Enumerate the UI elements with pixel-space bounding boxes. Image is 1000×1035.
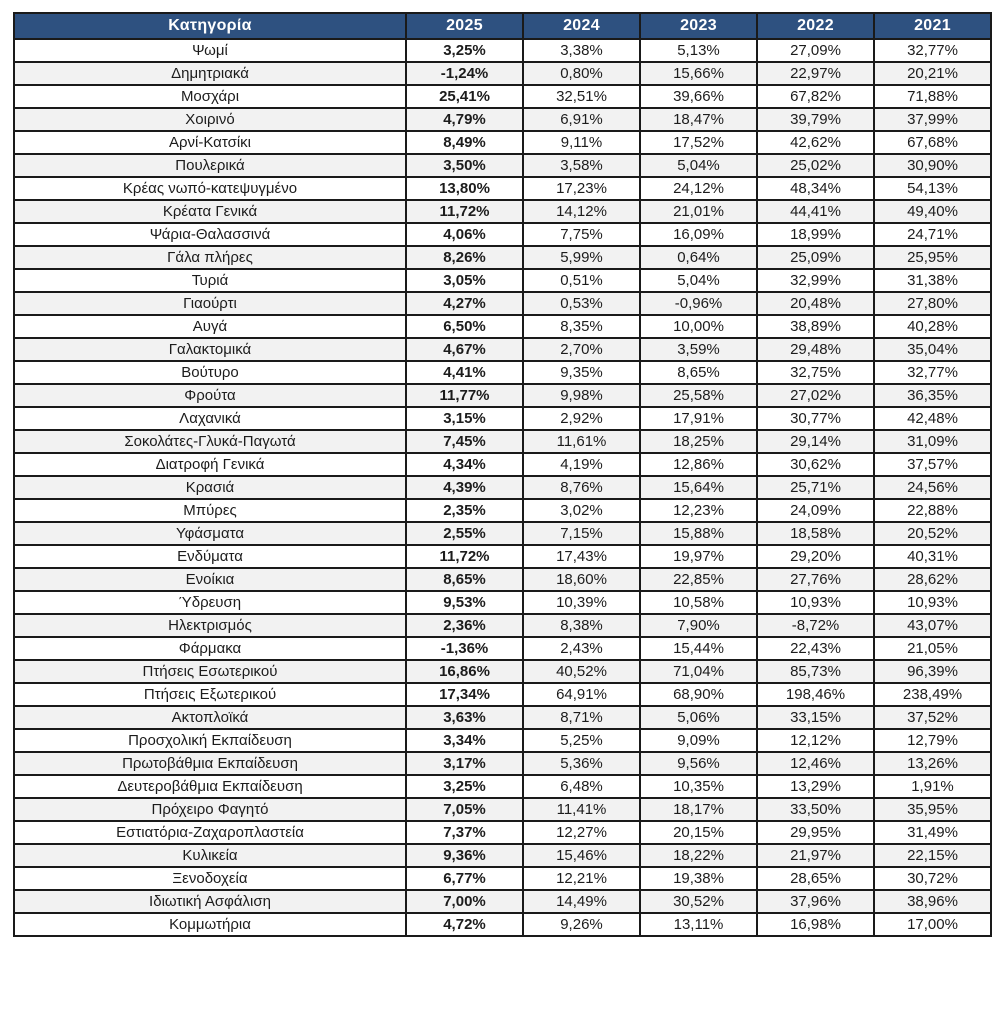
value-cell-2023: 71,04%	[640, 660, 757, 683]
value-cell-2023: 15,64%	[640, 476, 757, 499]
table-row	[14, 85, 991, 108]
value-cell-2022: 25,02%	[757, 154, 874, 177]
value-cell-2021: 28,62%	[874, 568, 991, 591]
value-cell-2022: 22,97%	[757, 62, 874, 85]
value-cell-2022: 32,99%	[757, 269, 874, 292]
value-cell-2023: 17,91%	[640, 407, 757, 430]
value-cell-2024: 40,52%	[523, 660, 640, 683]
value-cell-2021: 32,77%	[874, 361, 991, 384]
value-cell-2023: 15,88%	[640, 522, 757, 545]
value-cell-2022: 30,62%	[757, 453, 874, 476]
value-cell-2023: 18,47%	[640, 108, 757, 131]
value-cell-2024: 9,11%	[523, 131, 640, 154]
value-cell-2022: 24,09%	[757, 499, 874, 522]
value-cell-2024: 3,58%	[523, 154, 640, 177]
value-cell-2023: 5,13%	[640, 39, 757, 62]
header-year-2024: 2024	[523, 13, 640, 39]
table-row	[14, 729, 991, 752]
table-row	[14, 407, 991, 430]
value-cell-2023: 19,38%	[640, 867, 757, 890]
value-cell-2025: 3,17%	[406, 752, 523, 775]
value-cell-2022: 85,73%	[757, 660, 874, 683]
value-cell-2023: 22,85%	[640, 568, 757, 591]
table-row	[14, 154, 991, 177]
category-cell: Υφάσματα	[14, 522, 406, 545]
value-cell-2025: 3,63%	[406, 706, 523, 729]
category-cell: Ψωμί	[14, 39, 406, 62]
value-cell-2024: 15,46%	[523, 844, 640, 867]
table-row	[14, 131, 991, 154]
value-cell-2024: 11,41%	[523, 798, 640, 821]
value-cell-2024: 12,21%	[523, 867, 640, 890]
value-cell-2022: 29,48%	[757, 338, 874, 361]
value-cell-2023: 8,65%	[640, 361, 757, 384]
table-row	[14, 660, 991, 683]
value-cell-2024: 2,70%	[523, 338, 640, 361]
category-cell: Τυριά	[14, 269, 406, 292]
value-cell-2025: 4,39%	[406, 476, 523, 499]
value-cell-2022: 27,76%	[757, 568, 874, 591]
value-cell-2023: 20,15%	[640, 821, 757, 844]
value-cell-2024: 11,61%	[523, 430, 640, 453]
category-cell: Δευτεροβάθμια Εκπαίδευση	[14, 775, 406, 798]
table-row	[14, 798, 991, 821]
value-cell-2021: 67,68%	[874, 131, 991, 154]
value-cell-2025: 4,27%	[406, 292, 523, 315]
value-cell-2021: 35,95%	[874, 798, 991, 821]
value-cell-2022: 16,98%	[757, 913, 874, 936]
category-cell: Ψάρια-Θαλασσινά	[14, 223, 406, 246]
value-cell-2021: 21,05%	[874, 637, 991, 660]
value-cell-2023: 5,04%	[640, 269, 757, 292]
table-row	[14, 430, 991, 453]
value-cell-2021: 71,88%	[874, 85, 991, 108]
value-cell-2023: 10,58%	[640, 591, 757, 614]
table-row	[14, 775, 991, 798]
value-cell-2023: 5,04%	[640, 154, 757, 177]
value-cell-2024: 9,35%	[523, 361, 640, 384]
table-header	[14, 13, 991, 39]
value-cell-2023: 0,64%	[640, 246, 757, 269]
value-cell-2025: 4,79%	[406, 108, 523, 131]
value-cell-2021: 32,77%	[874, 39, 991, 62]
value-cell-2022: 27,09%	[757, 39, 874, 62]
table-row	[14, 269, 991, 292]
value-cell-2023: 15,66%	[640, 62, 757, 85]
table-row	[14, 683, 991, 706]
category-cell: Πτήσεις Εξωτερικού	[14, 683, 406, 706]
value-cell-2025: 4,72%	[406, 913, 523, 936]
value-cell-2025: 2,35%	[406, 499, 523, 522]
table-row	[14, 706, 991, 729]
value-cell-2022: 29,20%	[757, 545, 874, 568]
table-row	[14, 384, 991, 407]
category-cell: Γαλακτομικά	[14, 338, 406, 361]
value-cell-2024: 5,36%	[523, 752, 640, 775]
table-row	[14, 913, 991, 936]
value-cell-2021: 31,09%	[874, 430, 991, 453]
value-cell-2021: 24,56%	[874, 476, 991, 499]
value-cell-2022: -8,72%	[757, 614, 874, 637]
value-cell-2023: 18,22%	[640, 844, 757, 867]
value-cell-2025: 7,45%	[406, 430, 523, 453]
category-cell: Κρέατα Γενικά	[14, 200, 406, 223]
value-cell-2021: 38,96%	[874, 890, 991, 913]
value-cell-2025: 3,05%	[406, 269, 523, 292]
value-cell-2023: 68,90%	[640, 683, 757, 706]
value-cell-2025: -1,24%	[406, 62, 523, 85]
value-cell-2022: 198,46%	[757, 683, 874, 706]
category-cell: Σοκολάτες-Γλυκά-Παγωτά	[14, 430, 406, 453]
category-cell: Ξενοδοχεία	[14, 867, 406, 890]
value-cell-2023: 3,59%	[640, 338, 757, 361]
value-cell-2021: 49,40%	[874, 200, 991, 223]
value-cell-2022: 13,29%	[757, 775, 874, 798]
table-row	[14, 476, 991, 499]
table-row	[14, 177, 991, 200]
value-cell-2025: 3,15%	[406, 407, 523, 430]
value-cell-2021: 43,07%	[874, 614, 991, 637]
value-cell-2022: 33,15%	[757, 706, 874, 729]
category-cell: Φρούτα	[14, 384, 406, 407]
value-cell-2023: 17,52%	[640, 131, 757, 154]
value-cell-2023: 39,66%	[640, 85, 757, 108]
value-cell-2025: -1,36%	[406, 637, 523, 660]
value-cell-2024: 0,53%	[523, 292, 640, 315]
value-cell-2024: 17,43%	[523, 545, 640, 568]
category-cell: Ηλεκτρισμός	[14, 614, 406, 637]
value-cell-2023: 10,00%	[640, 315, 757, 338]
category-cell: Ύδρευση	[14, 591, 406, 614]
value-cell-2024: 3,38%	[523, 39, 640, 62]
value-cell-2021: 37,52%	[874, 706, 991, 729]
value-cell-2022: 28,65%	[757, 867, 874, 890]
value-cell-2025: 8,65%	[406, 568, 523, 591]
category-cell: Μοσχάρι	[14, 85, 406, 108]
value-cell-2022: 48,34%	[757, 177, 874, 200]
value-cell-2025: 11,72%	[406, 545, 523, 568]
category-cell: Εστιατόρια-Ζαχαροπλαστεία	[14, 821, 406, 844]
value-cell-2021: 31,38%	[874, 269, 991, 292]
value-cell-2024: 2,92%	[523, 407, 640, 430]
value-cell-2022: 22,43%	[757, 637, 874, 660]
table-row	[14, 361, 991, 384]
header-year-2025: 2025	[406, 13, 523, 39]
value-cell-2022: 33,50%	[757, 798, 874, 821]
value-cell-2022: 10,93%	[757, 591, 874, 614]
value-cell-2025: 8,26%	[406, 246, 523, 269]
value-cell-2023: 13,11%	[640, 913, 757, 936]
value-cell-2022: 12,12%	[757, 729, 874, 752]
category-cell: Βούτυρο	[14, 361, 406, 384]
table-row	[14, 39, 991, 62]
value-cell-2024: 3,02%	[523, 499, 640, 522]
value-cell-2024: 12,27%	[523, 821, 640, 844]
category-cell: Αυγά	[14, 315, 406, 338]
header-year-2022: 2022	[757, 13, 874, 39]
value-cell-2022: 18,99%	[757, 223, 874, 246]
value-cell-2025: 7,00%	[406, 890, 523, 913]
value-cell-2021: 17,00%	[874, 913, 991, 936]
category-cell: Χοιρινό	[14, 108, 406, 131]
value-cell-2024: 8,76%	[523, 476, 640, 499]
value-cell-2021: 10,93%	[874, 591, 991, 614]
value-cell-2024: 8,35%	[523, 315, 640, 338]
table-row	[14, 200, 991, 223]
value-cell-2024: 6,91%	[523, 108, 640, 131]
value-cell-2021: 30,72%	[874, 867, 991, 890]
category-cell: Κομμωτήρια	[14, 913, 406, 936]
table-body	[14, 39, 991, 936]
value-cell-2022: 20,48%	[757, 292, 874, 315]
table-row	[14, 453, 991, 476]
value-cell-2024: 8,71%	[523, 706, 640, 729]
value-cell-2025: 7,05%	[406, 798, 523, 821]
value-cell-2021: 40,28%	[874, 315, 991, 338]
header-year-2023: 2023	[640, 13, 757, 39]
value-cell-2024: 2,43%	[523, 637, 640, 660]
value-cell-2023: 21,01%	[640, 200, 757, 223]
category-cell: Ιδιωτική Ασφάλιση	[14, 890, 406, 913]
value-cell-2022: 42,62%	[757, 131, 874, 154]
value-cell-2025: 3,34%	[406, 729, 523, 752]
value-cell-2024: 8,38%	[523, 614, 640, 637]
value-cell-2024: 32,51%	[523, 85, 640, 108]
value-cell-2025: 4,67%	[406, 338, 523, 361]
value-cell-2024: 14,49%	[523, 890, 640, 913]
value-cell-2022: 25,71%	[757, 476, 874, 499]
value-cell-2021: 1,91%	[874, 775, 991, 798]
value-cell-2021: 20,52%	[874, 522, 991, 545]
value-cell-2023: 9,09%	[640, 729, 757, 752]
table-row	[14, 545, 991, 568]
header-year-2021: 2021	[874, 13, 991, 39]
value-cell-2023: 5,06%	[640, 706, 757, 729]
table-row	[14, 844, 991, 867]
value-cell-2024: 17,23%	[523, 177, 640, 200]
category-cell: Πρωτοβάθμια Εκπαίδευση	[14, 752, 406, 775]
value-cell-2021: 42,48%	[874, 407, 991, 430]
value-cell-2025: 25,41%	[406, 85, 523, 108]
value-cell-2021: 27,80%	[874, 292, 991, 315]
value-cell-2022: 39,79%	[757, 108, 874, 131]
value-cell-2025: 16,86%	[406, 660, 523, 683]
category-cell: Ενοίκια	[14, 568, 406, 591]
value-cell-2023: 19,97%	[640, 545, 757, 568]
value-cell-2025: 11,77%	[406, 384, 523, 407]
category-cell: Πτήσεις Εσωτερικού	[14, 660, 406, 683]
value-cell-2025: 9,53%	[406, 591, 523, 614]
value-cell-2021: 37,57%	[874, 453, 991, 476]
value-cell-2025: 6,77%	[406, 867, 523, 890]
value-cell-2024: 4,19%	[523, 453, 640, 476]
value-cell-2024: 9,26%	[523, 913, 640, 936]
table-row	[14, 637, 991, 660]
value-cell-2024: 5,99%	[523, 246, 640, 269]
category-cell: Διατροφή Γενικά	[14, 453, 406, 476]
value-cell-2024: 10,39%	[523, 591, 640, 614]
table-row	[14, 821, 991, 844]
value-cell-2025: 8,49%	[406, 131, 523, 154]
value-cell-2025: 11,72%	[406, 200, 523, 223]
value-cell-2024: 64,91%	[523, 683, 640, 706]
table-row	[14, 338, 991, 361]
category-cell: Κυλικεία	[14, 844, 406, 867]
category-cell: Πρόχειρο Φαγητό	[14, 798, 406, 821]
category-cell: Πουλερικά	[14, 154, 406, 177]
value-cell-2021: 36,35%	[874, 384, 991, 407]
value-cell-2022: 18,58%	[757, 522, 874, 545]
value-cell-2025: 7,37%	[406, 821, 523, 844]
value-cell-2025: 3,50%	[406, 154, 523, 177]
category-cell: Δημητριακά	[14, 62, 406, 85]
value-cell-2025: 2,55%	[406, 522, 523, 545]
value-cell-2024: 9,98%	[523, 384, 640, 407]
value-cell-2023: 12,86%	[640, 453, 757, 476]
table-row	[14, 890, 991, 913]
category-cell: Προσχολική Εκπαίδευση	[14, 729, 406, 752]
value-cell-2025: 13,80%	[406, 177, 523, 200]
table-row	[14, 315, 991, 338]
value-cell-2021: 31,49%	[874, 821, 991, 844]
value-cell-2025: 9,36%	[406, 844, 523, 867]
table-row	[14, 62, 991, 85]
value-cell-2022: 38,89%	[757, 315, 874, 338]
value-cell-2021: 22,88%	[874, 499, 991, 522]
value-cell-2024: 14,12%	[523, 200, 640, 223]
value-cell-2021: 20,21%	[874, 62, 991, 85]
value-cell-2021: 13,26%	[874, 752, 991, 775]
value-cell-2023: 10,35%	[640, 775, 757, 798]
value-cell-2023: 18,25%	[640, 430, 757, 453]
value-cell-2025: 4,06%	[406, 223, 523, 246]
value-cell-2021: 96,39%	[874, 660, 991, 683]
value-cell-2022: 67,82%	[757, 85, 874, 108]
category-cell: Κρέας νωπό-κατεψυγμένο	[14, 177, 406, 200]
value-cell-2021: 12,79%	[874, 729, 991, 752]
header-row	[14, 13, 991, 39]
inflation-table	[13, 12, 992, 937]
value-cell-2025: 3,25%	[406, 39, 523, 62]
value-cell-2024: 0,51%	[523, 269, 640, 292]
value-cell-2021: 24,71%	[874, 223, 991, 246]
value-cell-2022: 30,77%	[757, 407, 874, 430]
value-cell-2022: 29,14%	[757, 430, 874, 453]
value-cell-2022: 12,46%	[757, 752, 874, 775]
table-row	[14, 591, 991, 614]
value-cell-2022: 27,02%	[757, 384, 874, 407]
value-cell-2022: 29,95%	[757, 821, 874, 844]
value-cell-2023: 25,58%	[640, 384, 757, 407]
value-cell-2021: 37,99%	[874, 108, 991, 131]
value-cell-2025: 4,34%	[406, 453, 523, 476]
value-cell-2022: 32,75%	[757, 361, 874, 384]
table-row	[14, 499, 991, 522]
category-cell: Φάρμακα	[14, 637, 406, 660]
value-cell-2023: 24,12%	[640, 177, 757, 200]
value-cell-2022: 44,41%	[757, 200, 874, 223]
table-row	[14, 292, 991, 315]
table-row	[14, 752, 991, 775]
value-cell-2023: 12,23%	[640, 499, 757, 522]
value-cell-2023: 7,90%	[640, 614, 757, 637]
table-row	[14, 223, 991, 246]
value-cell-2022: 25,09%	[757, 246, 874, 269]
value-cell-2024: 18,60%	[523, 568, 640, 591]
category-cell: Γάλα πλήρες	[14, 246, 406, 269]
value-cell-2024: 6,48%	[523, 775, 640, 798]
category-cell: Μπύρες	[14, 499, 406, 522]
category-cell: Κρασιά	[14, 476, 406, 499]
category-cell: Ακτοπλοϊκά	[14, 706, 406, 729]
header-category: Κατηγορία	[14, 13, 406, 39]
value-cell-2021: 30,90%	[874, 154, 991, 177]
value-cell-2021: 22,15%	[874, 844, 991, 867]
category-cell: Λαχανικά	[14, 407, 406, 430]
value-cell-2023: 18,17%	[640, 798, 757, 821]
value-cell-2023: 30,52%	[640, 890, 757, 913]
value-cell-2023: -0,96%	[640, 292, 757, 315]
value-cell-2023: 9,56%	[640, 752, 757, 775]
value-cell-2021: 25,95%	[874, 246, 991, 269]
table-row	[14, 246, 991, 269]
table-row	[14, 522, 991, 545]
value-cell-2021: 35,04%	[874, 338, 991, 361]
value-cell-2024: 7,75%	[523, 223, 640, 246]
value-cell-2025: 2,36%	[406, 614, 523, 637]
value-cell-2021: 54,13%	[874, 177, 991, 200]
value-cell-2025: 3,25%	[406, 775, 523, 798]
value-cell-2023: 16,09%	[640, 223, 757, 246]
value-cell-2025: 4,41%	[406, 361, 523, 384]
value-cell-2022: 21,97%	[757, 844, 874, 867]
value-cell-2023: 15,44%	[640, 637, 757, 660]
value-cell-2024: 7,15%	[523, 522, 640, 545]
table-row	[14, 614, 991, 637]
table-row	[14, 867, 991, 890]
table-row	[14, 108, 991, 131]
value-cell-2025: 17,34%	[406, 683, 523, 706]
value-cell-2022: 37,96%	[757, 890, 874, 913]
value-cell-2025: 6,50%	[406, 315, 523, 338]
table-row	[14, 568, 991, 591]
value-cell-2024: 0,80%	[523, 62, 640, 85]
category-cell: Αρνί-Κατσίκι	[14, 131, 406, 154]
category-cell: Γιαούρτι	[14, 292, 406, 315]
value-cell-2021: 40,31%	[874, 545, 991, 568]
value-cell-2021: 238,49%	[874, 683, 991, 706]
value-cell-2024: 5,25%	[523, 729, 640, 752]
category-cell: Ενδύματα	[14, 545, 406, 568]
